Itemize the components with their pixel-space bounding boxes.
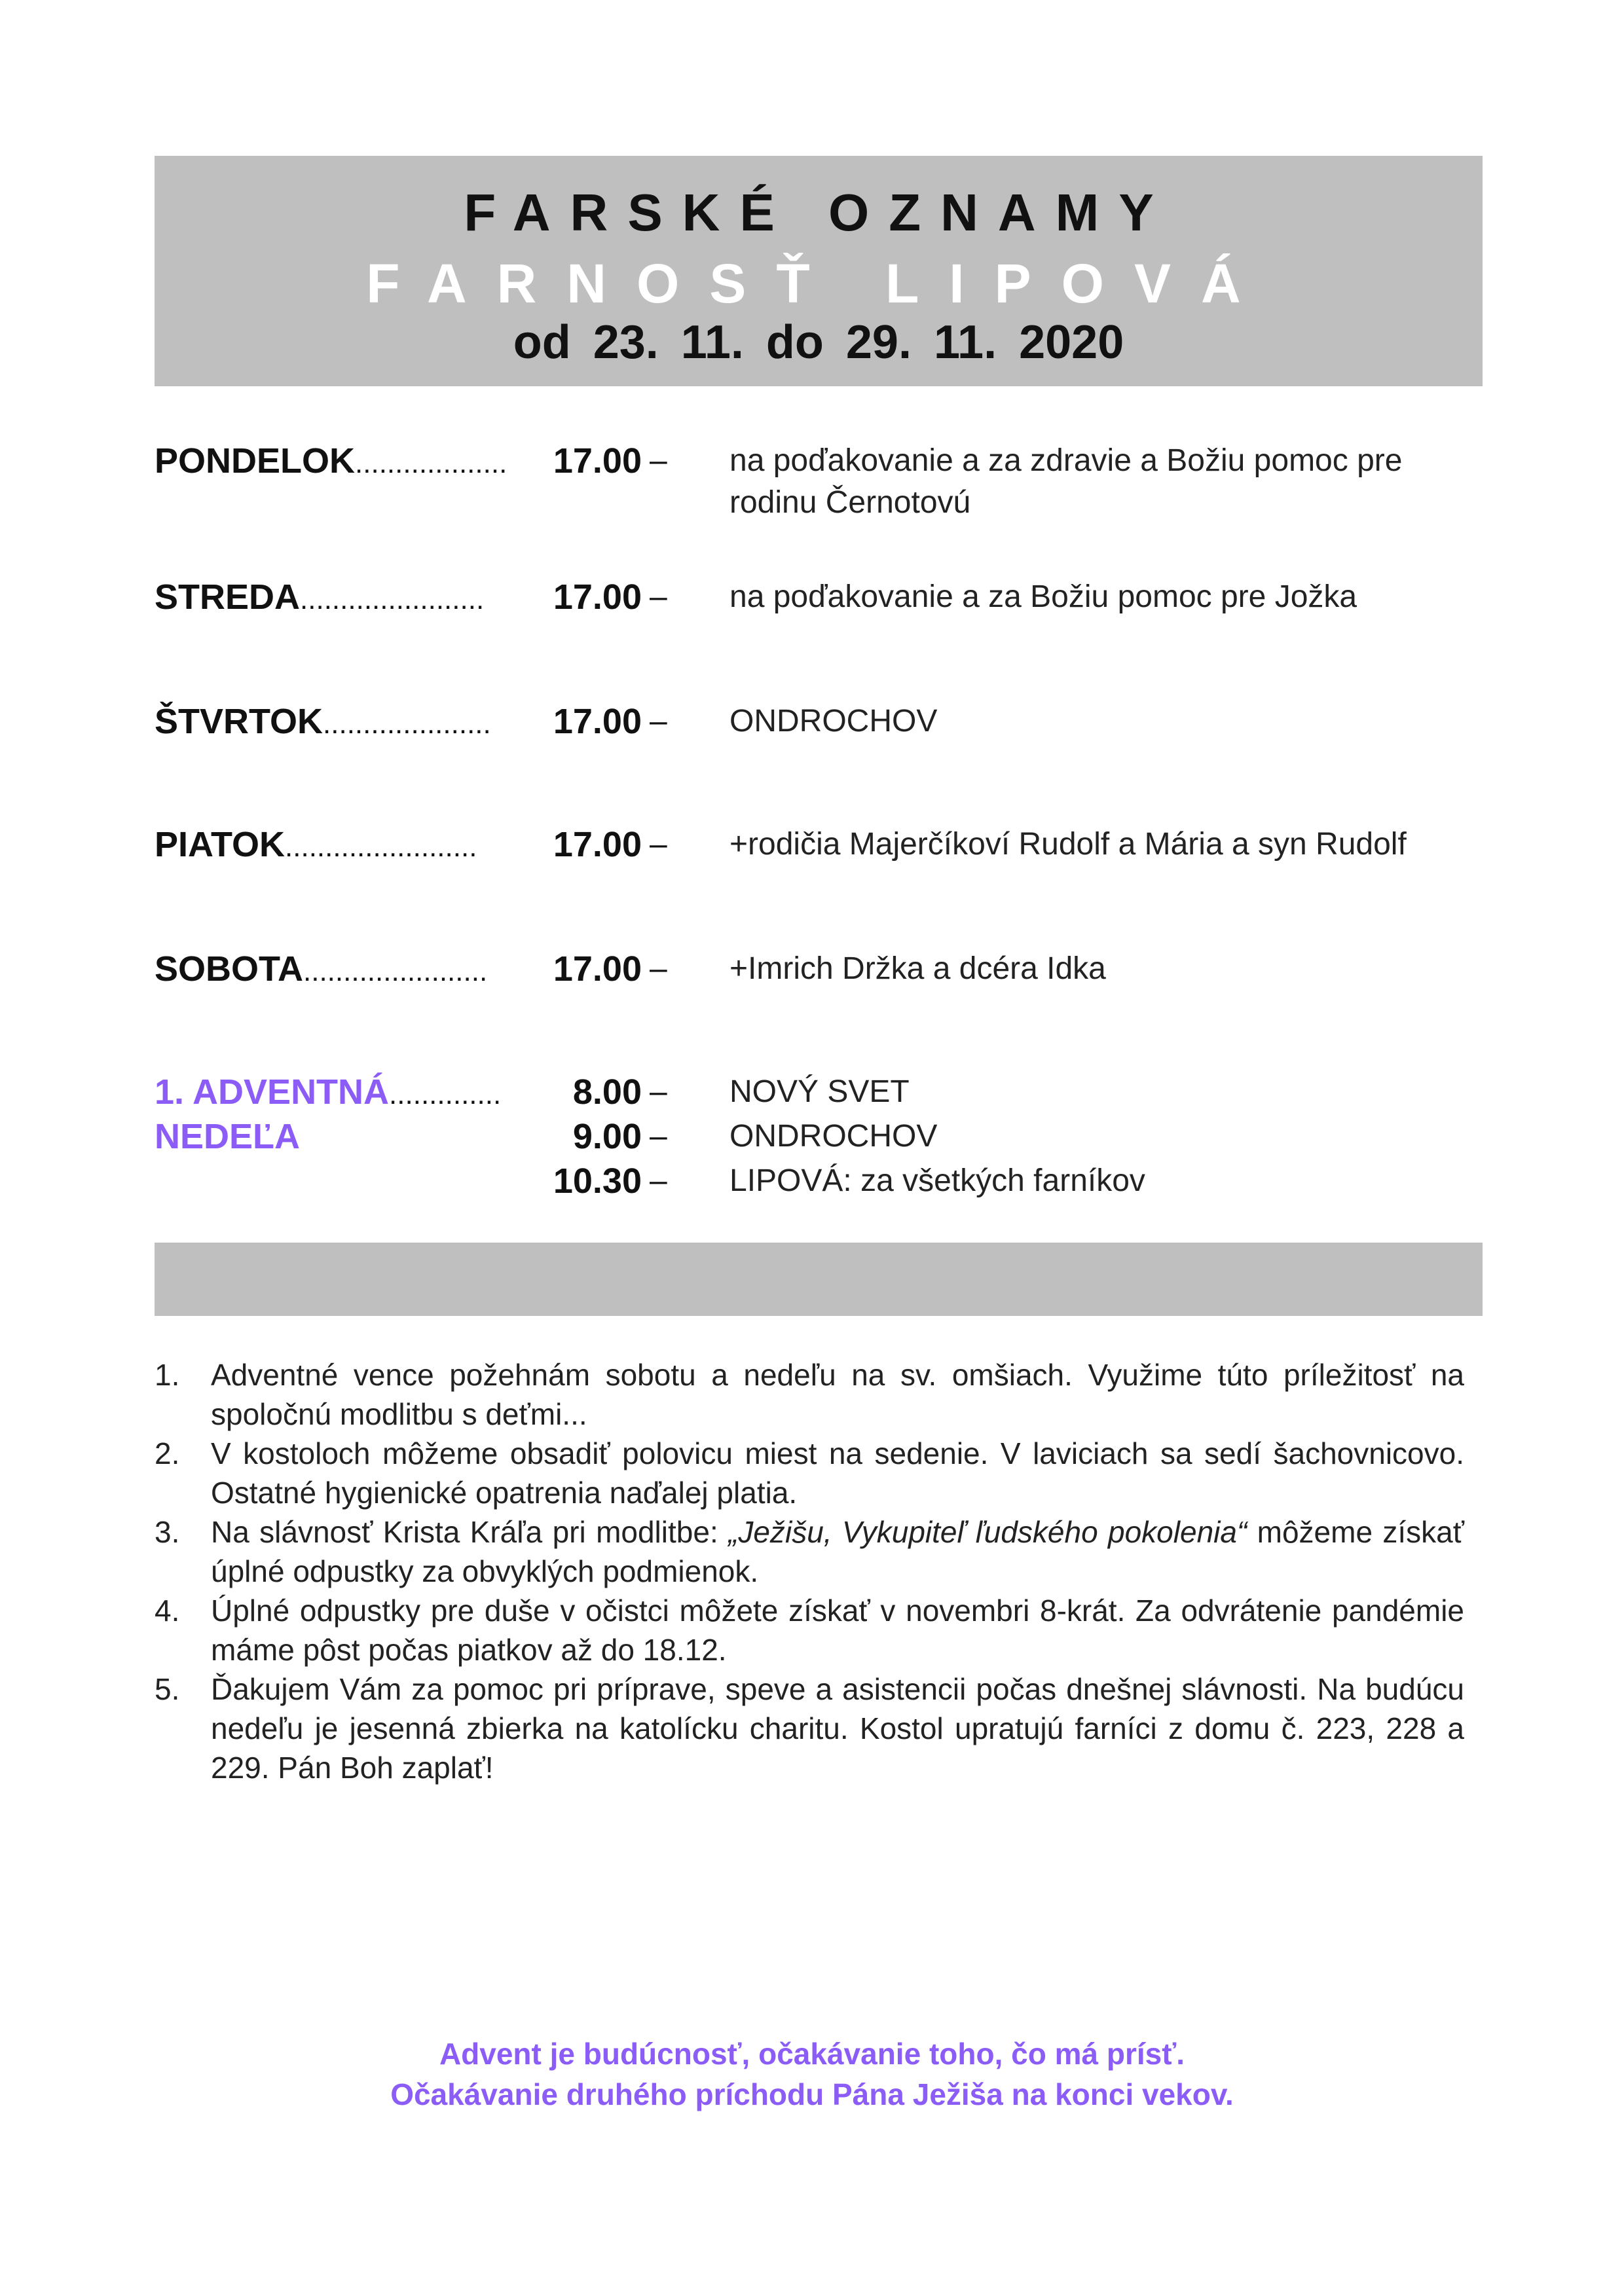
- quote-line-1: Advent je budúcnosť, očakávanie toho, čo má prísť.: [439, 2037, 1185, 2071]
- dash: –: [650, 951, 667, 986]
- list-item: [155, 1669, 1464, 1787]
- dash: –: [650, 827, 667, 862]
- mass-time: 17.00: [553, 825, 642, 864]
- mass-time: 17.00: [553, 949, 642, 989]
- mass-intention: NOVÝ SVET: [729, 1074, 910, 1109]
- schedule-row-monday: [0, 440, 1624, 520]
- list-number: 4.: [155, 1594, 180, 1628]
- quote-line-2: Očakávanie druhého príchodu Pána Ježiša na konci vekov.: [390, 2077, 1234, 2111]
- leader-dots: .....................: [323, 708, 491, 740]
- leader-dots: .......................: [303, 955, 488, 987]
- mass-time: 17.00: [553, 441, 642, 481]
- mass-intention: ONDROCHOV: [729, 704, 938, 738]
- notice-text: Úplné odpustky pre duše v očistci môžete získať v novembri 8-krát. Za odvrátenie pandémie máme pôst počas piatkov až do 18.12.: [211, 1594, 1464, 1667]
- schedule-row-saturday: [0, 948, 1624, 1000]
- schedule-row-wednesday: [0, 576, 1624, 629]
- parish-name: FARNOSŤ LIPOVÁ: [366, 253, 1271, 314]
- list-number: 1.: [155, 1358, 180, 1392]
- schedule-row-sunday-3: [0, 1160, 1624, 1212]
- list-number: 3.: [155, 1515, 180, 1549]
- page-title: FARSKÉ OZNAMY: [464, 183, 1173, 242]
- day-label: SOBOTA.......................: [155, 949, 488, 989]
- list-item: [155, 1434, 1464, 1512]
- leader-dots: ..............: [389, 1078, 502, 1110]
- list-number: 5.: [155, 1672, 180, 1706]
- dash: –: [650, 443, 667, 478]
- day-label: 1. ADVENTNÁ..............: [155, 1072, 502, 1112]
- leader-dots: ........................: [285, 831, 477, 863]
- mass-intention: na poďakovanie a za Božiu pomoc pre Jožka: [729, 579, 1357, 614]
- mass-intention: ONDROCHOV: [729, 1119, 938, 1154]
- notices-list: [155, 1355, 1464, 1787]
- header-banner: [155, 156, 1483, 386]
- prayer-title: „Ježišu, Vykupiteľ ľudského pokolenia“: [728, 1515, 1247, 1549]
- day-label: PONDELOK...................: [155, 441, 507, 481]
- mass-intention: +Imrich Držka a dcéra Idka: [729, 951, 1106, 986]
- list-item: [155, 1512, 1464, 1591]
- day-label: NEDEĽA: [155, 1117, 301, 1156]
- notice-text: V kostoloch môžeme obsadiť polovicu miest na sedenie. V laviciach sa sedí šachovnicovo. Ostatné hygienické opatrenia naďalej platia.: [211, 1436, 1464, 1510]
- day-label: PIATOK........................: [155, 825, 477, 864]
- leader-dots: .......................: [300, 583, 485, 615]
- notice-text: Na slávnosť Krista Kráľa pri modlitbe: „Ježišu, Vykupiteľ ľudského pokolenia“ môžeme získať úplné odpustky za obvyklých podmienok.: [211, 1515, 1464, 1588]
- date-range: od 23. 11. do 29. 11. 2020: [513, 316, 1124, 369]
- mass-intention: +rodičia Majerčíkoví Rudolf a Mária a syn Rudolf: [729, 827, 1407, 862]
- mass-time: 10.30: [553, 1161, 642, 1201]
- notice-text: Ďakujem Vám za pomoc pri príprave, speve a asistencii počas dnešnej slávnosti. Na budúcu nedeľu je jesenná zbierka na katolícku charitu. Kostol upratujú farníci z domu č. 223, 228 a 229. Pán Boh zaplať!: [211, 1672, 1464, 1785]
- day-label: ŠTVRTOK.....................: [155, 702, 491, 741]
- day-label: STREDA.......................: [155, 577, 485, 617]
- dash: –: [650, 1119, 667, 1154]
- advent-quote: [0, 2033, 1624, 2115]
- dash: –: [650, 1163, 667, 1198]
- mass-intention: na poďakovanie a za zdravie a Božiu pomoc pre rodinu Černotovú: [729, 443, 1403, 520]
- dash: –: [650, 579, 667, 614]
- list-number: 2.: [155, 1436, 180, 1470]
- list-item: [155, 1355, 1464, 1434]
- list-item: [155, 1591, 1464, 1669]
- mass-time: 17.00: [553, 577, 642, 617]
- dash: –: [650, 704, 667, 738]
- leader-dots: ...................: [355, 447, 507, 479]
- notice-text: Adventné vence požehnám sobotu a nedeľu na sv. omšiach. Využime túto príležitosť na spoločnú modlitbu s deťmi...: [211, 1358, 1464, 1431]
- dash: –: [650, 1074, 667, 1109]
- mass-time: 17.00: [553, 702, 642, 741]
- divider-band: [155, 1243, 1483, 1316]
- mass-intention: LIPOVÁ: za všetkých farníkov: [729, 1163, 1145, 1198]
- schedule-row-friday: [0, 824, 1624, 876]
- mass-time: 9.00: [572, 1117, 642, 1156]
- mass-time: 8.00: [572, 1072, 642, 1112]
- schedule-row-thursday: [0, 701, 1624, 753]
